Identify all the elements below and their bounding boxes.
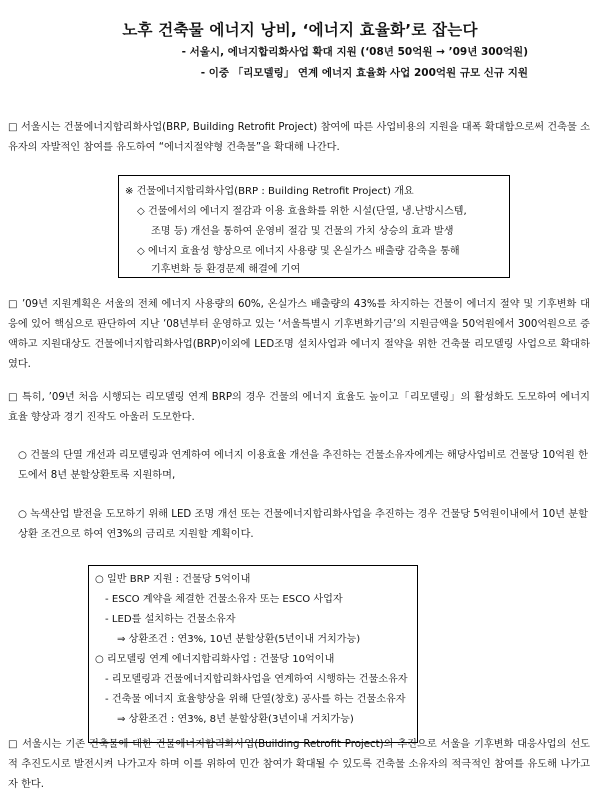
box2-line: ⇒ 상환조건 : 연3%, 8년 분할상환(3년이내 거치가능)	[117, 714, 354, 725]
box2-line: - 리모델링과 건물에너지합리화사업을 연계하여 시행하는 건물소유자	[105, 674, 408, 685]
box1-line: ※ 건물에너지합리화사업(BRP : Building Retrofit Project) 개요	[125, 186, 414, 197]
brp-overview-box	[118, 175, 510, 278]
paragraph-intro: □ 서울시는 건물에너지합리화사업(BRP, Building Retrofit Project) 참여에 따른 사업비용의 지원을 대폭 확대함으로써 건축물 소유자의 자발적인 참여를 유도하여 “에너지절약형 건축물”을 확대해 나간다.	[8, 122, 590, 153]
box1-line: ◇ 건물에서의 에너지 절감과 이용 효율화를 위한 시설(단열, 냉.난방시스템,	[137, 206, 467, 217]
box2-line: - LED를 설치하는 건물소유자	[105, 614, 236, 625]
box2-line: ⇒ 상환조건 : 연3%, 10년 분할상환(5년이내 거치가능)	[117, 634, 361, 645]
box1-line: ◇ 에너지 효율성 향상으로 에너지 사용량 및 온실가스 배출량 감축을 통해	[137, 246, 460, 257]
box2-line: ○ 리모델링 연계 에너지합리화사업 : 건물당 10억이내	[95, 654, 335, 665]
subtitle-1: - 서울시, 에너지합리화사업 확대 지원 (‘08년 50억원 → ’09년 300억원)	[181, 46, 528, 58]
box2-line: - ESCO 계약을 체결한 건물소유자 또는 ESCO 사업자	[105, 594, 343, 605]
paragraph-conclusion: □ 서울시는 기존 건축물에 대한 건물에너지합리화사업(Building Retrofit Project)의 추진으로 서울을 기후변화 대응사업의 선도적 추진도시로 발전시켜 나가고자 하며 이를 위하여 민간 참여가 확대될 수 있도록 건축물 소유자의 적극적인 참여를 유도해 나가고자 한다.	[8, 739, 590, 790]
box1-line: 기후변화 등 환경문제 해결에 기여	[151, 264, 301, 275]
support-conditions-box	[88, 565, 418, 743]
box2-line: ○ 일반 BRP 지원 : 건물당 5억이내	[95, 574, 251, 585]
page-title: 노후 건축물 에너지 낭비, ‘에너지 효율화’로 잡는다	[122, 21, 478, 39]
subtitle-2: - 이중 「리모델링」 연계 에너지 효율화 사업 200억원 규모 신규 지원	[200, 67, 528, 79]
list-item-insulation: ○ 건물의 단열 개선과 리모델링과 연계하여 에너지 이용효율 개선을 추진하는 건물소유자에게는 해당사업비로 건물당 10억원 한도에서 8년 분할상환토록 지원하며,	[18, 450, 588, 481]
list-item-led: ○ 녹색산업 발전을 도모하기 위해 LED 조명 개선 또는 건물에너지합리화사업을 추진하는 경우 건물당 5억원이내에서 10년 분할상환 조건으로 하여 연3%의 금리로 지원할 계획이다.	[18, 509, 588, 540]
box1-line: 조명 등) 개선을 통하여 운영비 절감 및 건물의 가치 상승의 효과 발생	[151, 226, 454, 237]
box2-line: - 건축물 에너지 효율향상을 위해 단열(창호) 공사를 하는 건물소유자	[105, 694, 406, 705]
paragraph-plan: □ ’09년 지원계획은 서울의 전체 에너지 사용량의 60%, 온실가스 배출량의 43%를 차지하는 건물이 에너지 절약 및 기후변화 대응에 있어 핵심으로 판단하여 지난 ’08년부터 운영하고 있는 ‘서울특별시 기후변화기금’의 지원금액을 50억원에서 300억원으로 증액하고 지원대상도 건물에너지합리화사업(BRP)이외에 LED조명 설치사업과 에너지 절약을 위한 건축물 리모델링 사업으로 확대하였다.	[8, 299, 590, 370]
paragraph-remodeling: □ 특히, ’09년 처음 시행되는 리모델링 연계 BRP의 경우 건물의 에너지 효율도 높이고「리모델링」의 활성화도 도모하여 에너지 효율 향상과 경기 진작도 아울러 도모한다.	[8, 392, 590, 423]
